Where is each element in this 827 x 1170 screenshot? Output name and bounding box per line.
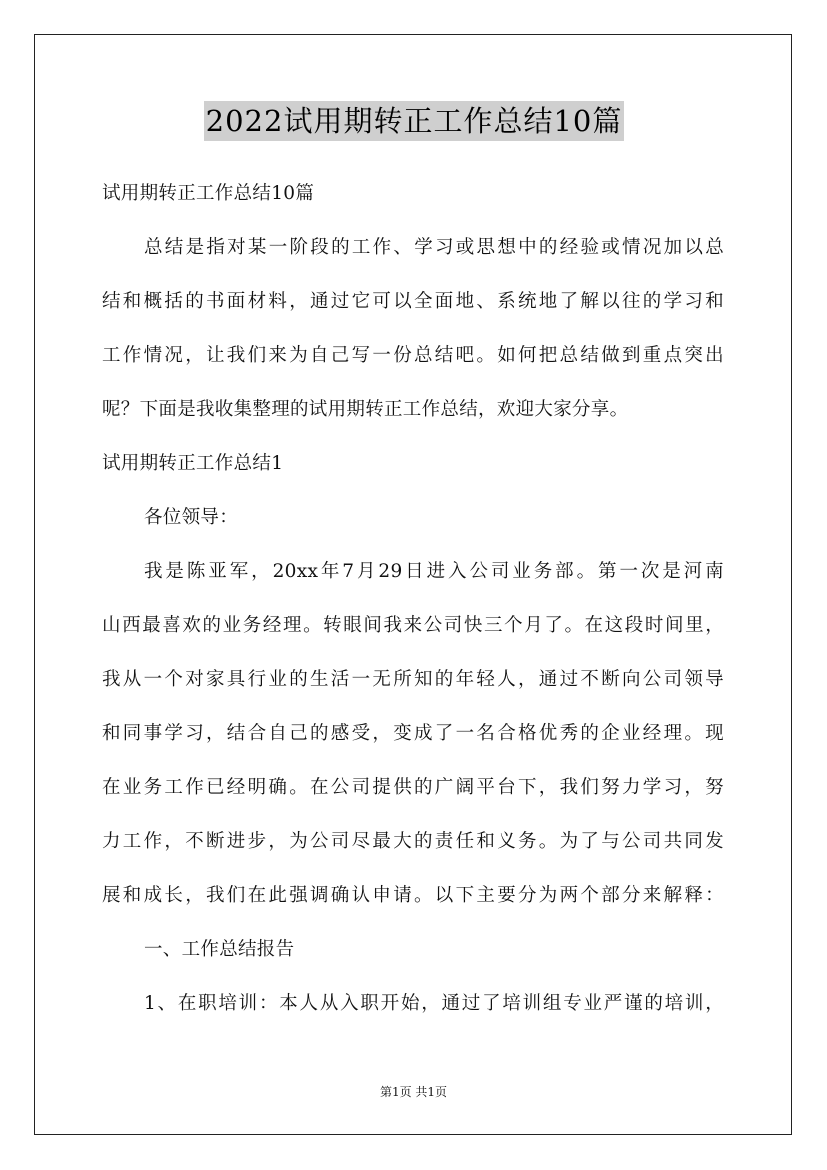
paragraph-line: 呢？下面是我收集整理的试用期转正工作总结，欢迎大家分享。 [102,399,629,420]
document-title: 2022试用期转正工作总结10篇 [204,101,624,141]
subsection-heading: 一、工作总结报告 [144,939,295,960]
page-footer: 第1页 共1页 [379,1085,448,1099]
paragraph-line: 在业务工作已经明确。在公司提供的广阔平台下，我们努力学习，努 [102,777,724,798]
paragraph-line: 工作情况，让我们来为自己写一份总结吧。如何把总结做到重点突出 [102,345,724,366]
paragraph-line: 我从一个对家具行业的生活一无所知的年轻人，通过不断向公司领导 [102,669,724,690]
paragraph-line: 展和成长，我们在此强调确认申请。以下主要分为两个部分来解释： [102,885,724,906]
paragraph-line: 和同事学习，结合自己的感受，变成了一名合格优秀的企业经理。现 [102,723,724,744]
section-heading: 试用期转正工作总结1 [102,453,284,474]
salutation: 各位领导： [144,507,239,528]
paragraph-line: 1、在职培训：本人从入职开始，通过了培训组专业严谨的培训， [144,993,724,1014]
paragraph-line: 结和概括的书面材料，通过它可以全面地、系统地了解以往的学习和 [102,291,724,312]
paragraph-line: 总结是指对某一阶段的工作、学习或思想中的经验或情况加以总 [144,237,724,258]
subtitle-line: 试用期转正工作总结10篇 [102,183,315,204]
paragraph-line: 力工作，不断进步，为公司尽最大的责任和义务。为了与公司共同发 [102,831,724,852]
paragraph-line: 我是陈亚军，20xx年7月29日进入公司业务部。第一次是河南 [144,561,724,582]
paragraph-line: 山西最喜欢的业务经理。转眼间我来公司快三个月了。在这段时间里， [102,615,724,636]
